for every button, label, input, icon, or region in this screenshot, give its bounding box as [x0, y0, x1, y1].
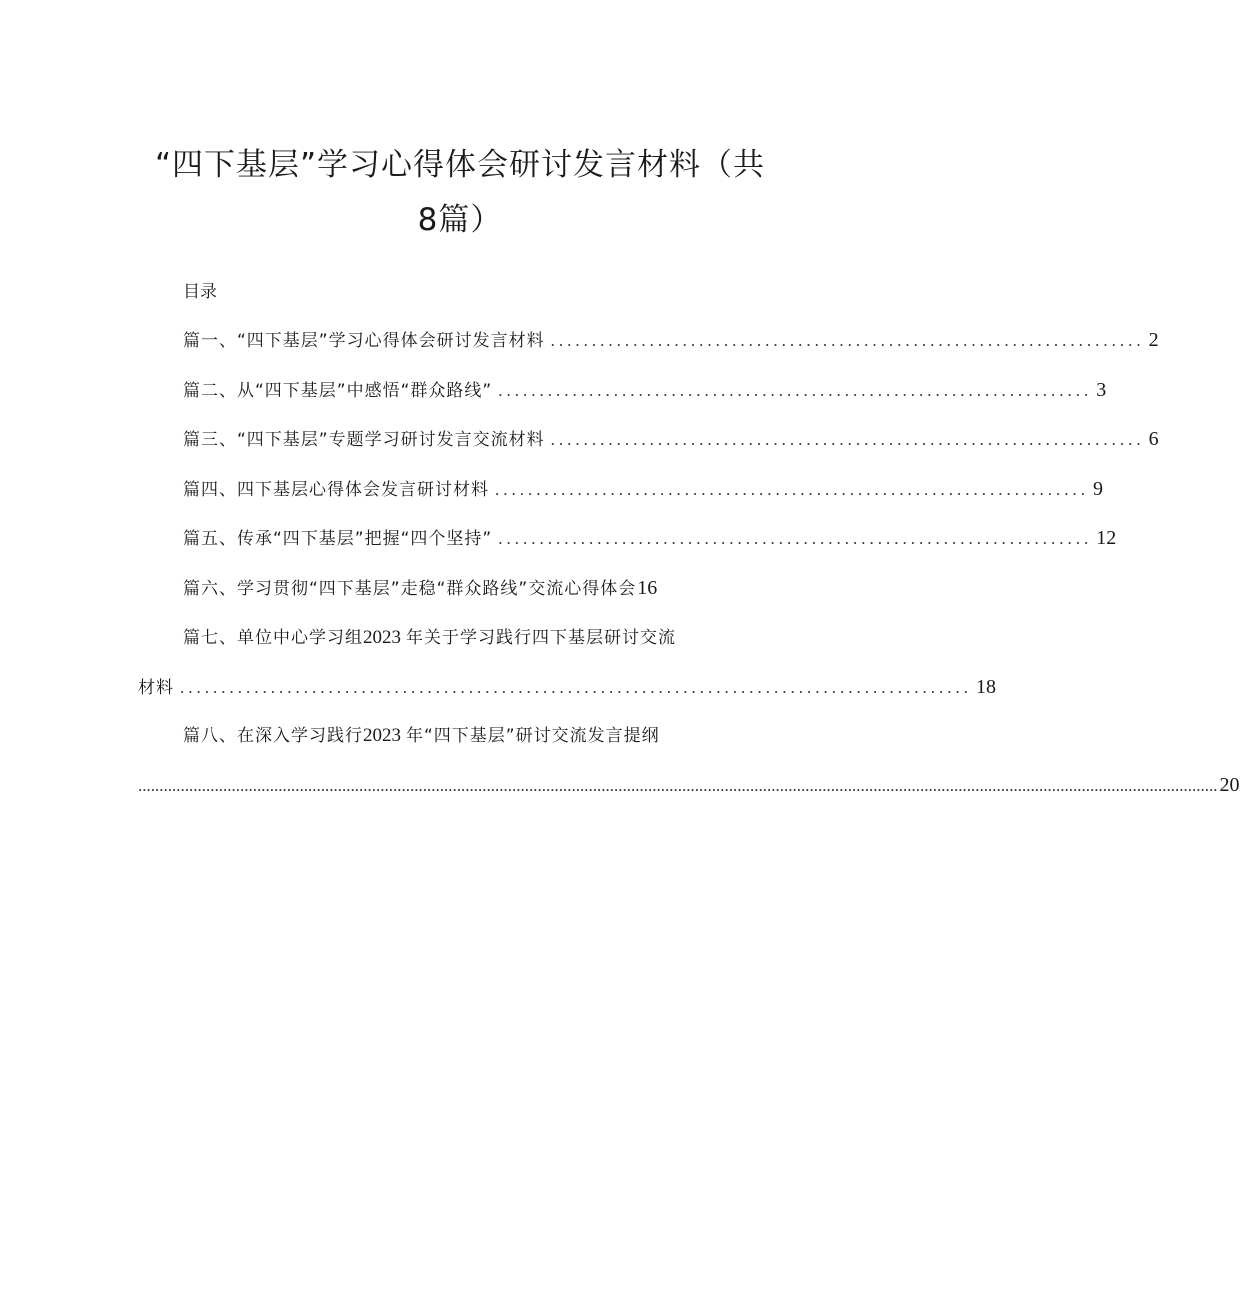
toc-entry-title: 篇一、“四下基层”学习心得体会研讨发言材料: [183, 331, 545, 351]
toc-entry-continuation[interactable]: [138, 675, 996, 700]
toc-heading: 目录: [183, 282, 217, 302]
toc-entry-page: 20: [1219, 774, 1240, 796]
toc-entry[interactable]: [183, 526, 1117, 551]
document-title-line-2: 8篇）: [417, 202, 503, 238]
toc-entry-title-part: 篇七、单位中心学习组: [183, 628, 363, 648]
toc-entry-page: 18: [976, 676, 996, 698]
toc-entry-page: 16: [637, 577, 658, 599]
toc-leader-dots: ........................................................................: [550, 430, 1145, 449]
toc-entry-title-part: 年关于学习践行四下基层研讨交流: [406, 628, 676, 648]
toc-leader-dots: ........................................................................: [498, 529, 1093, 548]
toc-entry-continuation[interactable]: [138, 773, 1240, 798]
toc-entry-page: 9: [1093, 478, 1103, 500]
toc-entry[interactable]: [183, 477, 1103, 502]
toc-entry-year: 2023: [363, 627, 401, 648]
toc-leader-dots: ..............................................................................................................................................................................................................................................................: [138, 776, 1218, 795]
toc-entry-title-continuation: 材料: [138, 678, 174, 698]
toc-entry-title: [183, 626, 676, 650]
toc-entry-page: 3: [1096, 379, 1107, 401]
toc-entry-page: 12: [1096, 527, 1117, 549]
document-title: [130, 138, 790, 248]
toc-leader-dots: ........................................................................: [498, 381, 1093, 400]
toc-entry-title: 篇五、传承“四下基层”把握“四个坚持”: [183, 529, 493, 549]
toc-entry-title: [183, 724, 660, 748]
toc-entry-year: 2023: [363, 725, 401, 746]
toc-entry-title: 篇六、学习贯彻“四下基层”走稳“群众路线”交流心得体会: [183, 579, 637, 599]
toc-entry-title-part: 篇八、在深入学习践行: [183, 726, 363, 746]
toc-entry[interactable]: [183, 427, 1159, 452]
toc-entry[interactable]: [183, 328, 1159, 353]
toc-entry[interactable]: [183, 724, 783, 748]
toc-leader-dots: ........................................................................: [550, 331, 1145, 350]
toc-entry[interactable]: [183, 378, 1107, 403]
toc-entry-title: 篇二、从“四下基层”中感悟“群众路线”: [183, 381, 493, 401]
toc-entry-title-part: 年“四下基层”研讨交流发言提纲: [406, 726, 660, 746]
toc-entry[interactable]: [183, 576, 783, 601]
toc-leader-dots: ........................................................................: [495, 480, 1089, 499]
toc-entry-title: 篇四、四下基层心得体会发言研讨材料: [183, 480, 489, 500]
toc-entry-page: 2: [1148, 329, 1159, 351]
document-title-line-1: “四下基层”学习心得体会研讨发言材料（共: [154, 147, 766, 183]
toc-leader-dots: ................................................................................................: [180, 678, 972, 697]
toc-entry-page: 6: [1148, 428, 1159, 450]
toc-entry-title: 篇三、“四下基层”专题学习研讨发言交流材料: [183, 430, 545, 450]
toc-entry[interactable]: [183, 626, 783, 650]
